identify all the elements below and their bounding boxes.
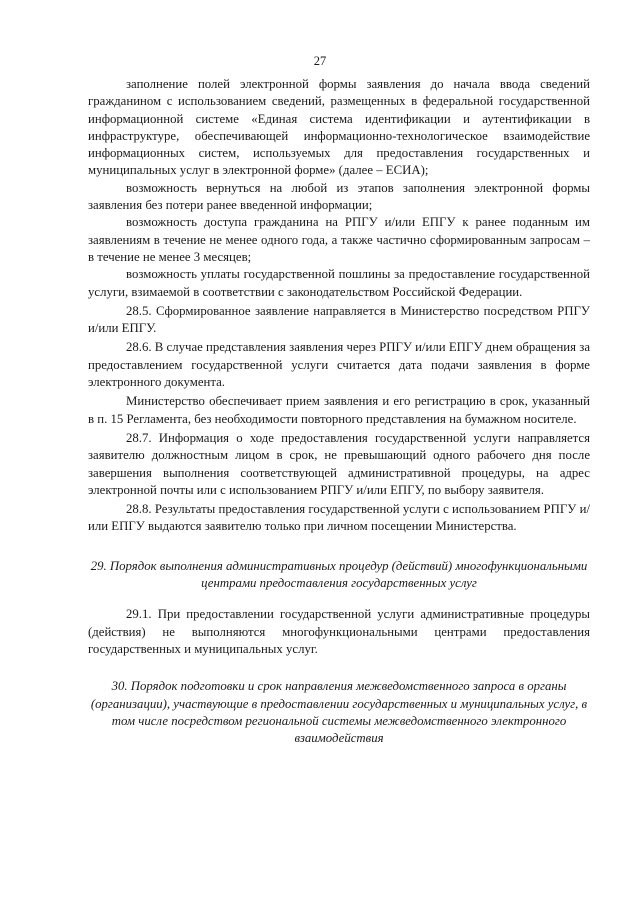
- paragraph-registration: Министерство обеспечивает прием заявления и его регистрацию в срок, указанный в п. 15 Регламента, без необходимости повторного представления на бумажном носителе.: [88, 394, 590, 426]
- paragraph-28-6: 28.6. В случае представления заявления через РПГУ и/или ЕПГУ днем обращения за предоставлением государственной услуги считается дата подачи заявления в форме электронного документа.: [88, 340, 590, 390]
- section-29-heading: 29. Порядок выполнения административных процедур (действий) многофункциональными центрами предоставления государственных услуг: [90, 558, 588, 591]
- paragraph-29-1: 29.1. При предоставлении государственной услуги административные процедуры (действия) не выполняются многофункциональными центрами предоставления государственных и муниципальных услуг.: [88, 607, 590, 656]
- section-30-heading: 30. Порядок подготовки и срок направления межведомственного запроса в органы (организации), участвующие в предоставлении государственных и муниципальных услуг, в том числе посредством региональной системы межведомственного электронного взаимодействия: [90, 679, 588, 746]
- page-number: 27: [313, 54, 327, 68]
- paragraph-28-8: 28.8. Результаты предоставления государственной услуги с использованием РПГУ и/или ЕПГУ выдаются заявителю только при личном посещении Министерства.: [88, 502, 590, 534]
- paragraph-access-applications: возможность доступа гражданина на РПГУ и/или ЕПГУ к ранее поданным им заявлениям в течение не менее одного года, а также частично сформированным запросам – в течение не менее 3 месяцев;: [88, 215, 590, 264]
- paragraph-28-5: 28.5. Сформированное заявление направляется в Министерство посредством РПГУ и/или ЕПГУ.: [88, 303, 590, 336]
- paragraph-28-7: 28.7. Информация о ходе предоставления государственной услуги направляется заявителю должностным лицом в срок, не превышающий одного рабочего дня после завершения выполнения соответствующей административной процедуры, на адрес электронной почты или с использованием РПГУ и/или ЕПГУ, по выбору заявителя.: [88, 430, 590, 497]
- paragraph-esia: заполнение полей электронной формы заявления до начала ввода сведений гражданином с использованием сведений, размещенных в федеральной государственной информационной системе «Единая система идентификации и аутентификации в инфраструктуре, обеспечивающей информационно-технологическое взаимодействие информационных систем, используемых для предоставления государственных и муниципальных услуг в электронной форме» (далее – ЕСИА);: [88, 77, 590, 178]
- document-body: [88, 76, 590, 747]
- paragraph-return-stage: возможность вернуться на любой из этапов заполнения электронной формы заявления без потери ранее введенной информации;: [88, 180, 590, 213]
- paragraph-fee-payment: возможность уплаты государственной пошлины за предоставление государственной услуги, взимаемой в соответствии с законодательством Российской Федерации.: [88, 267, 590, 299]
